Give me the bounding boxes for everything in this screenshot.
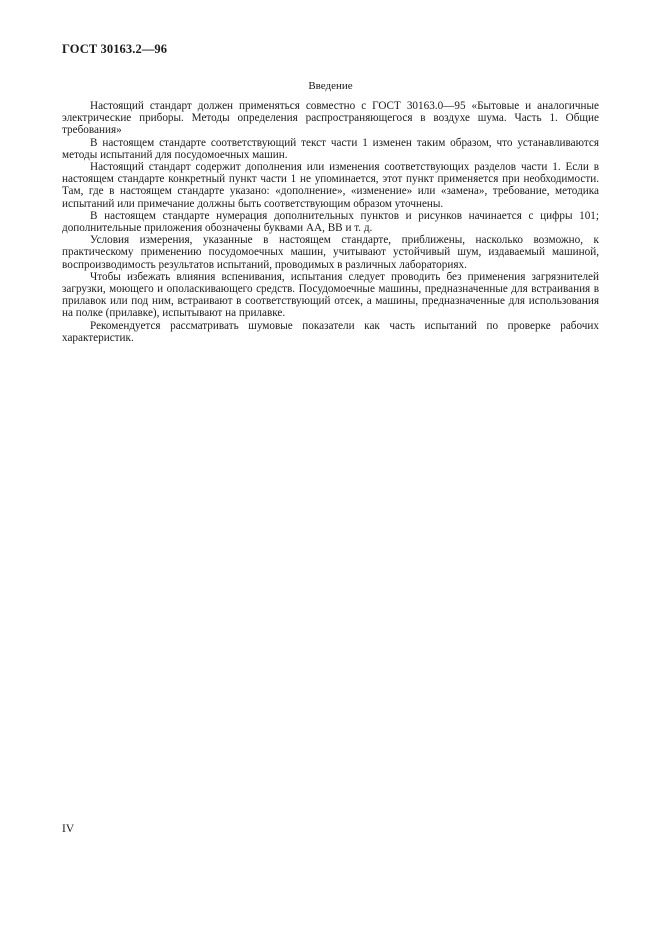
paragraph: В настоящем стандарте нумерация дополнительных пунктов и рисунков начинается с цифры 101; дополнительные приложения обозначены буквами АА, ВВ и т. д.: [62, 209, 599, 235]
paragraph: Чтобы избежать влияния вспенивания, испытания следует проводить без применения загрязнителей загрузки, моющего и ополаскивающего средств. Посудомоечные машины, предназначенные для встраивания в прилавок или под ним, встраивают в соответствующий отсек, а машины, предназначенные для использования на полке (прилавке), испытывают на прилавке.: [62, 270, 599, 320]
page-number: IV: [62, 823, 75, 835]
document-header: [62, 42, 167, 57]
section-title: Введение: [308, 80, 353, 92]
paragraph: Рекомендуется рассматривать шумовые показатели как часть испытаний по проверке рабочих характеристик.: [62, 319, 599, 344]
paragraph: Настоящий стандарт содержит дополнения или изменения соответствующих разделов части 1. Если в настоящем стандарте конкретный пункт части 1 не упоминается, этот пункт применяется при необходимости. Там, где в настоящем стандарте указано: «дополнение», «изменение» или «замена», требование, методика испытаний или примечание должны быть соответствующим образом уточнены.: [62, 161, 599, 210]
paragraph: Условия измерения, указанные в настоящем стандарте, приближены, насколько возможно, к практическому применению посудомоечных машин, учитывают устойчивый шум, издаваемый машиной, воспроизводимость результатов испытаний, проводимых в различных лабораториях.: [62, 234, 599, 271]
paragraph: В настоящем стандарте соответствующий текст части 1 изменен таким образом, что устанавливаются методы испытаний для посудомоечных машин.: [62, 136, 599, 161]
paragraph: Настоящий стандарт должен применяться совместно с ГОСТ 30163.0—95 «Бытовые и аналогичные электрические приборы. Методы определения распространяющегося в воздухе шума. Часть 1. Общие требования»: [62, 100, 599, 137]
standard-number: ГОСТ 30163.2—96: [62, 42, 168, 56]
document-body: [62, 100, 599, 344]
